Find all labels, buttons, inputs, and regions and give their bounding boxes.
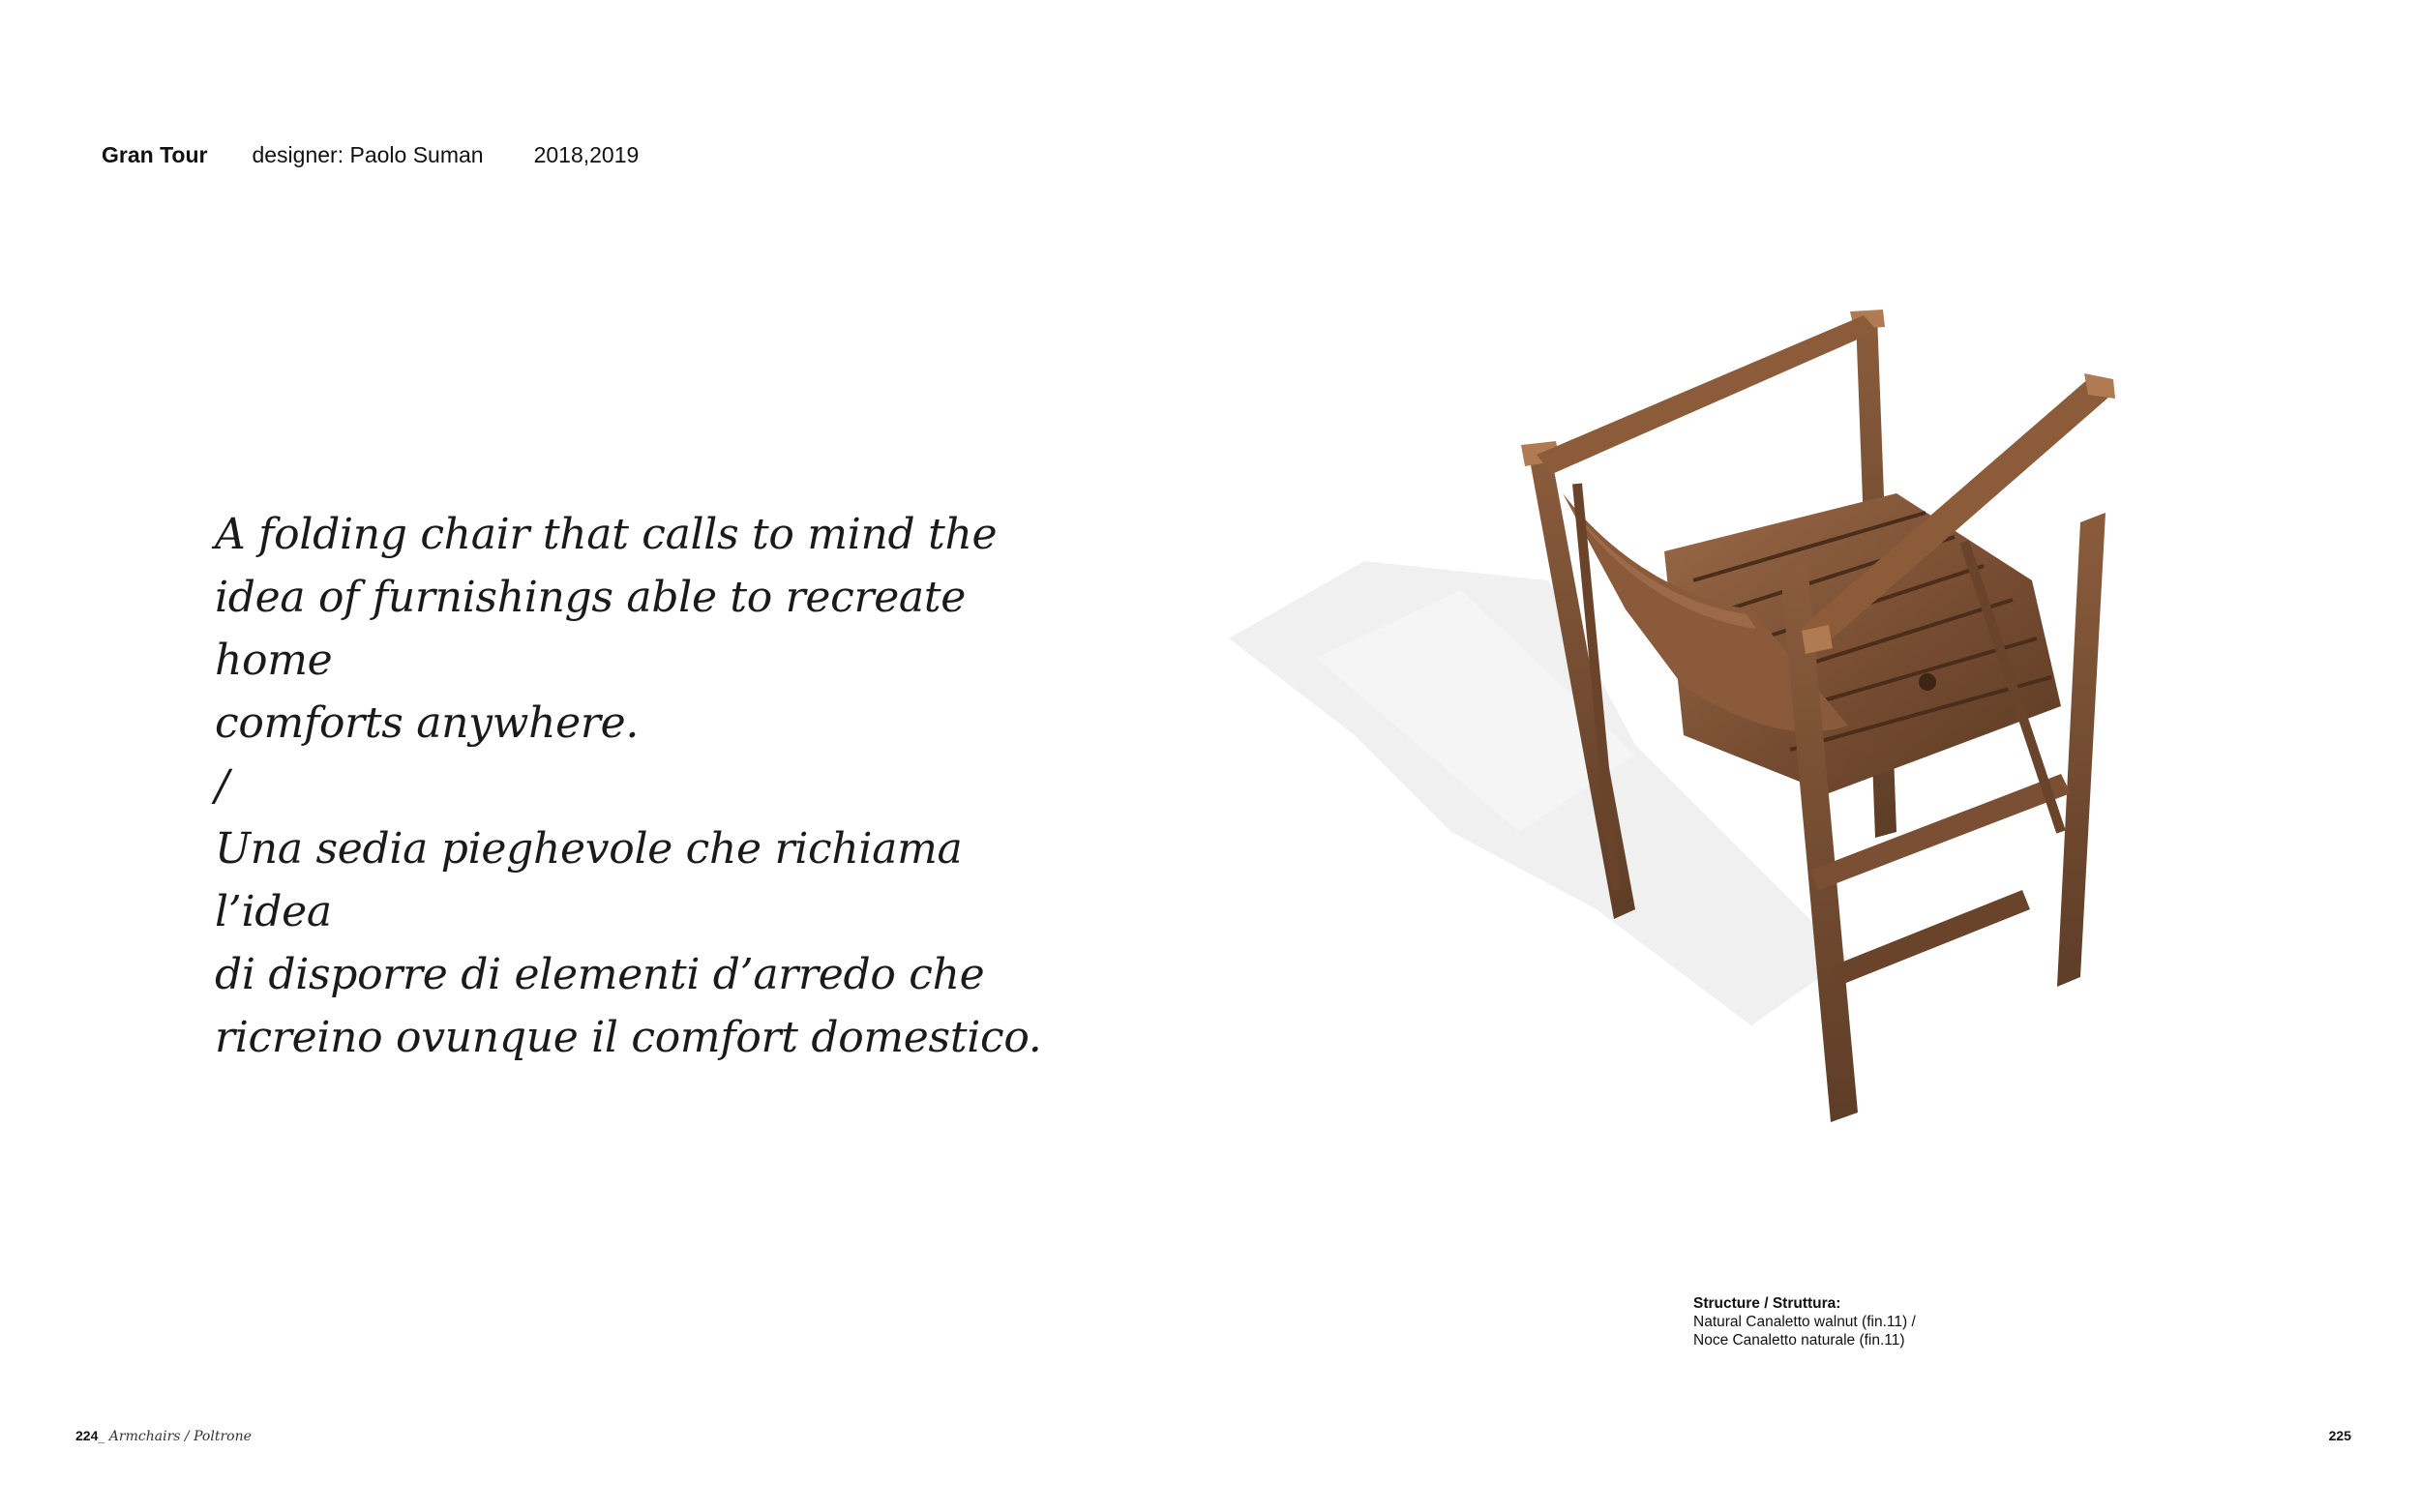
description-english-line-1: A folding chair that calls to mind the: [215, 510, 998, 559]
description-italian-line-3: ricreino ovunque il comfort domestico.: [215, 1013, 1042, 1062]
product-description: [215, 503, 1086, 1069]
chair-armrest-left: [1537, 315, 1877, 474]
description-english-line-3: comforts anywhere.: [215, 698, 640, 748]
language-separator: /: [215, 761, 229, 811]
section-label: _ Armchairs / Poltrone: [98, 1429, 252, 1444]
material-caption: [1693, 1294, 1916, 1349]
footer-left: [75, 1428, 252, 1444]
chair-front-leg-right: [2057, 513, 2105, 987]
chair-photo: [1229, 290, 2274, 1161]
right-page-number: 225: [2328, 1428, 2351, 1443]
page-header: [102, 135, 639, 174]
product-years: 2018,2019: [533, 141, 640, 167]
product-name: Gran Tour: [102, 141, 208, 167]
caption-line-italian: Noce Canaletto naturale (fin.11): [1693, 1332, 1905, 1349]
designer-credit: designer: Paolo Suman: [252, 141, 484, 167]
caption-title: Structure / Struttura:: [1693, 1295, 1841, 1312]
caption-line-english: Natural Canaletto walnut (fin.11) /: [1693, 1314, 1916, 1330]
description-italian-line-2: di disporre di elementi d’arredo che: [215, 950, 985, 999]
description-italian-line-1: Una sedia pieghevole che richiama l’idea: [215, 824, 963, 936]
left-page-number: 224: [75, 1428, 99, 1443]
description-english-line-2: idea of furnishings able to recreate home: [215, 573, 966, 685]
